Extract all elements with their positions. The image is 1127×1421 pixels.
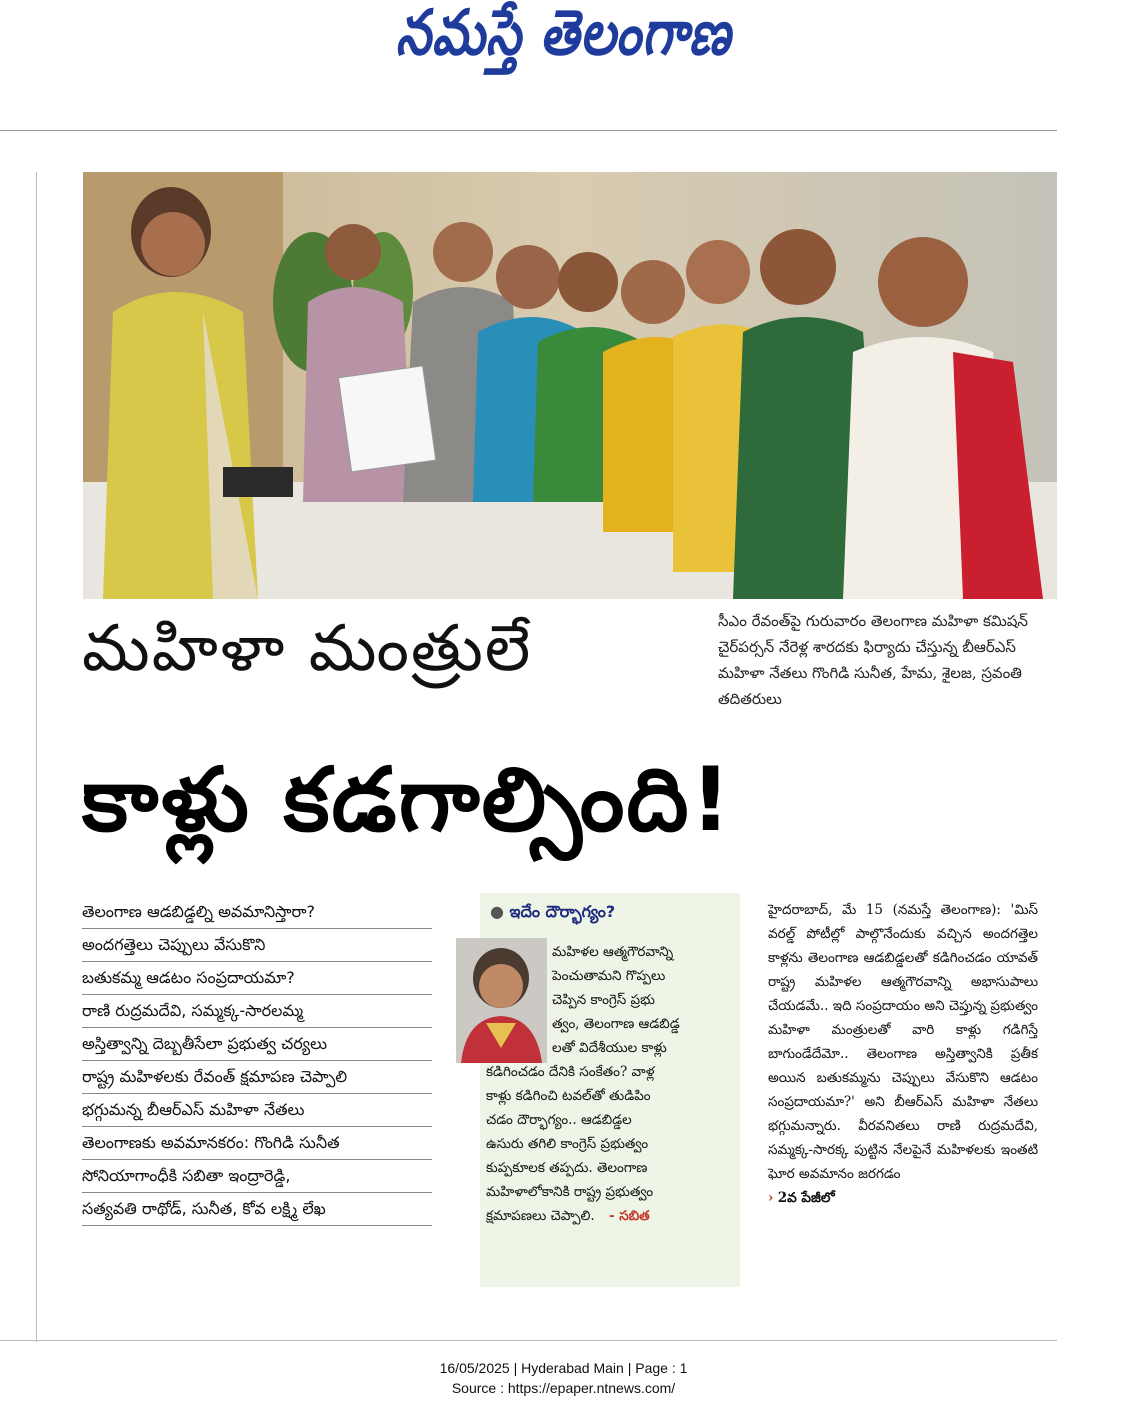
quote-line: కడిగించడం దేనికి సంకేతం? వాళ్ల: [486, 1064, 655, 1080]
article-text: హైదరాబాద్, మే 15 (నమస్తే తెలంగాణ): 'మిస్ వరల్డ్ పోటీల్లో పాల్గొనేందుకు వచ్చిన అందగత్తెల కాళ్లను తెలంగాణ ఆడబిడ్డలతో కడిగించడం యావత్ రాష్ట్ర మహిళల ఆత్మగౌరవాన్ని అభాసుపాలు చేయడమే.. ఇది సంప్రదాయం అని చెప్తున్న ప్రభుత్వం మహిళా మంత్రులతో వారి కాళ్లు గడిగిస్తే బాగుండేదేమో.. తెలంగాణ అస్తిత్వానికి ప్రతీక అయిన బతుకమ్మను చెప్పులు వేసుకొని ఆడటం సంప్రదాయమా?' అని బీఆర్‌ఎస్ మహిళా నేతలు భగ్గుమన్నారు. వీరవనితలు రాణి రుద్రమదేవి, సమ్మక్క-సారక్క పుట్టిన నేలపైనే మహిళలకు ఇంతటి ఘోర అవమానం జరగడం: [768, 902, 1038, 1182]
quote-line: క్షమాపణలు చెప్పాలి.: [486, 1208, 595, 1224]
quote-line: చడం దౌర్భాగ్యం.. ఆడబిడ్డల: [486, 1112, 632, 1128]
continued-label: 2వ పేజీలో: [777, 1190, 835, 1206]
news-photo: [83, 172, 1057, 599]
quote-box-text: [486, 940, 734, 1228]
quote-line: చెప్పిన కాంగ్రెస్ ప్రభు: [552, 992, 655, 1008]
quote-signature: - సబిత: [608, 1208, 650, 1224]
quote-line: కాళ్లు కడిగించి టవల్‌తో తుడిపిం: [486, 1088, 651, 1104]
masthead-title: నమస్తే తెలంగాణ: [395, 0, 732, 69]
quote-line: మహిళల ఆత్మగౌరవాన్ని: [552, 944, 674, 960]
highlight-point: అస్తిత్వాన్ని దెబ్బతీసేలా ప్రభుత్వ చర్యలు: [82, 1028, 432, 1061]
headline-line-2: కాళ్లు కడగాల్సింది!: [82, 748, 733, 851]
footer-date-edition: 16/05/2025 | Hyderabad Main | Page : 1: [439, 1360, 688, 1376]
quote-line: లతో విదేశీయుల కాళ్లు: [552, 1040, 667, 1056]
masthead: [0, 0, 1127, 80]
headline-line-1: మహిళా మంత్రులే: [82, 612, 533, 686]
quote-last-line: [486, 1204, 734, 1228]
highlight-points: [82, 896, 432, 1226]
highlight-point: బతుకమ్మ ఆడటం సంప్రదాయమా?: [82, 962, 432, 995]
continue-arrow-icon: ›: [768, 1190, 774, 1206]
left-column-rule: [36, 172, 37, 1342]
highlight-point: తెలంగాణకు అవమానకరం: గొంగిడి సునీత: [82, 1127, 432, 1160]
highlight-point: అందగత్తెలు చెప్పులు వేసుకొని: [82, 929, 432, 962]
photo-caption: సీఎం రేవంత్‌పై గురువారం తెలంగాణ మహిళా కమిషన్ చైర్‌పర్సన్ నేరెళ్ల శారదకు ఫిర్యాదు చేస్తున్న బీఆర్‌ఎస్ మహిళా నేతలు గొంగిడి సునీత, హేమ, శైలజ, స్రవంతి తదితరులు: [718, 612, 1028, 708]
women-group-illustration: [83, 172, 1057, 599]
article-body: [768, 898, 1038, 1210]
article-continuation: [768, 1186, 1038, 1210]
footer: [0, 1358, 1127, 1398]
quote-line: త్వం, తెలంగాణ ఆడబిడ్డ: [552, 1016, 680, 1032]
quote-box-title: [490, 902, 615, 925]
quote-line: ఉసురు తగిలి కాంగ్రెస్ ప్రభుత్వం: [486, 1136, 649, 1152]
quote-line: పెంచుతామని గొప్పలు: [552, 968, 666, 984]
footer-source: Source : https://epaper.ntnews.com/: [451, 1380, 676, 1396]
quote-box-title-text: ఇదేం దౌర్భాగ్యం?: [509, 902, 616, 921]
highlight-point: సోనియాగాంధీకి సబితా ఇంద్రారెడ్డి,: [82, 1160, 432, 1193]
bottom-rule: [0, 1340, 1057, 1341]
highlight-point: రాణి రుద్రమదేవి, సమ్మక్క-సారలమ్మ: [82, 995, 432, 1028]
quote-line: మహిళాలోకానికి రాష్ట్ర ప్రభుత్వం: [486, 1184, 654, 1200]
bullet-icon: ●: [490, 902, 504, 921]
highlight-point: రాష్ట్ర మహిళలకు రేవంత్ క్షమాపణ చెప్పాలి: [82, 1061, 432, 1094]
quote-line: కుప్పకూలక తప్పదు. తెలంగాణ: [486, 1160, 648, 1176]
highlight-point: తెలంగాణ ఆడబిడ్డల్ని అవమానిస్తారా?: [82, 896, 432, 929]
highlight-point: భగ్గుమన్న బీఆర్‌ఎస్ మహిళా నేతలు: [82, 1094, 432, 1127]
highlight-point: సత్యవతి రాథోడ్, సునీత, కోవ లక్ష్మి లేఖ: [82, 1193, 432, 1226]
top-rule: [0, 130, 1057, 131]
